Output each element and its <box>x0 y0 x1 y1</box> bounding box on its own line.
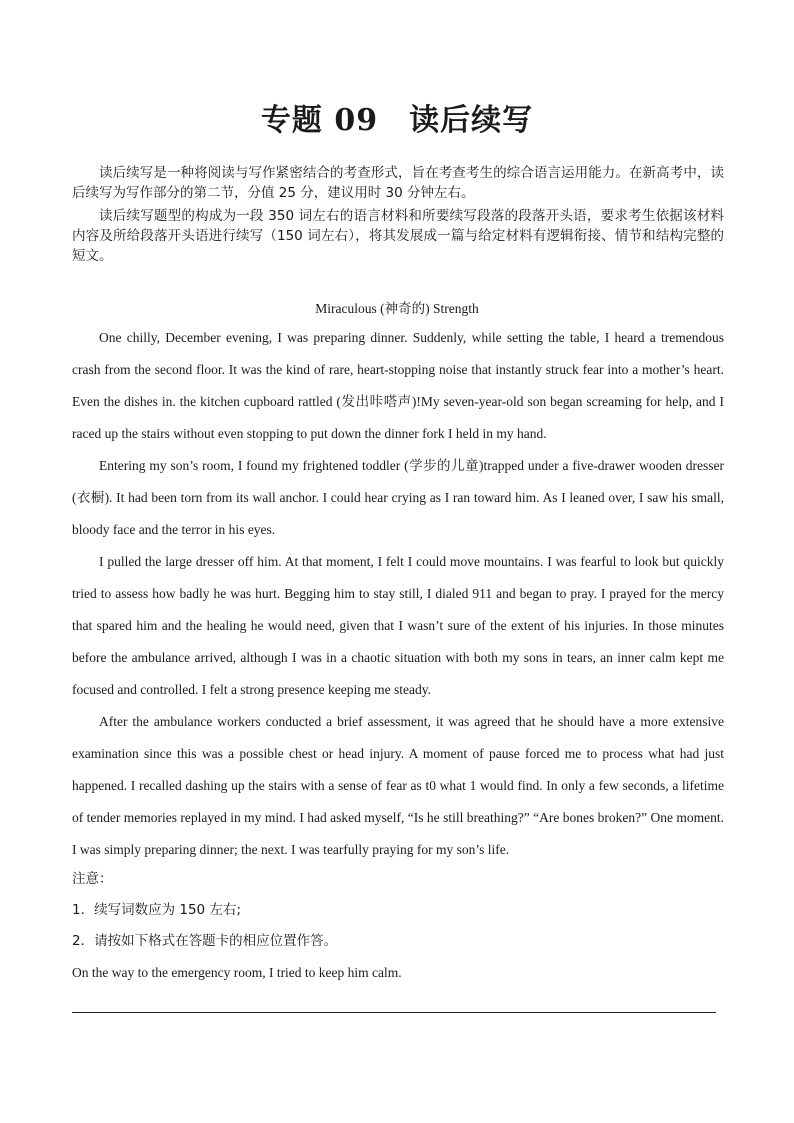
passage-paragraph-2: Entering my son’s room, I found my frightened toddler (学步的儿童)trapped under a five-drawer wooden dresser (衣橱). It had been torn from its wall anchor. I could hear crying as I ran toward him. As I leaned over, I saw his small, bloody face and the terror in his eyes. <box>72 458 724 537</box>
notes-section <box>72 864 724 988</box>
passage-title: Miraculous (神奇的) Strength <box>315 301 479 316</box>
continuation-prompt: On the way to the emergency room, I tried to keep him calm. <box>72 965 402 980</box>
note-item-1: 1．续写词数应为 150 左右; <box>72 902 241 918</box>
intro-text: 读后续写是一种将阅读与写作紧密结合的考查形式，旨在考查考生的综合语言运用能力。在新高考中，读后续写为写作部分的第二节，分值 25 分，建议用时 30 分钟左右。 <box>72 165 724 201</box>
intro-text: 读后续写题型的构成为一段 350 词左右的语言材料和所要续写段落的段落开头语，要求考生依据该材料内容及所给段落开头语进行续写（150 词左右），将其发展成一篇与给定材料有逻辑衔接、情节和结构完整的短文。 <box>72 208 724 264</box>
note-item-2: 2．请按如下格式在答题卡的相应位置作答。 <box>72 933 338 949</box>
intro-paragraph-1 <box>72 163 724 203</box>
intro-paragraph-2 <box>72 206 724 266</box>
page-title: 专题 09 读后续写 <box>260 103 534 138</box>
passage-paragraph-4: After the ambulance workers conducted a brief assessment, it was agreed that he should have a more extensive examination since this was a possible chest or head injury. A moment of pause forced me to process what had just happened. I recalled dashing up the stairs with a sense of fear as t0 what 1 would find. In only a few seconds, a lifetime of tender memories replayed in my mind. I had asked myself, “Is he still breathing?” “Are bones broken?” One moment. I was simply preparing dinner; the next. I was tearfully praying for my son’s life. <box>72 714 724 857</box>
answer-line[interactable] <box>72 1012 716 1013</box>
notes-heading: 注意： <box>72 871 113 887</box>
passage-paragraph-1: One chilly, December evening, I was preparing dinner. Suddenly, while setting the table, I heard a tremendous crash from the second floor. It was the kind of rare, heart-stopping noise that instantly struck fear into a mother’s heart. Even the dishes in. the kitchen cupboard rattled (发出咔嗒声)!My seven-year-old son began screaming for help, and I raced up the stairs without even stopping to put down the dinner fork I held in my hand. <box>72 330 724 441</box>
passage-paragraph-3: I pulled the large dresser off him. At that moment, I felt I could move mountains. I was fearful to look but quickly tried to assess how badly he was hurt. Begging him to stay still, I dialed 911 and began to pray. I prayed for the mercy that spared him and the healing he would need, given that I wasn’t sure of the extent of his injuries. In those minutes before the ambulance arrived, although I was in a chaotic situation with both my sons in tears, an inner calm kept me focused and controlled. I felt a strong presence keeping me steady. <box>72 554 724 697</box>
reading-passage <box>72 322 724 866</box>
